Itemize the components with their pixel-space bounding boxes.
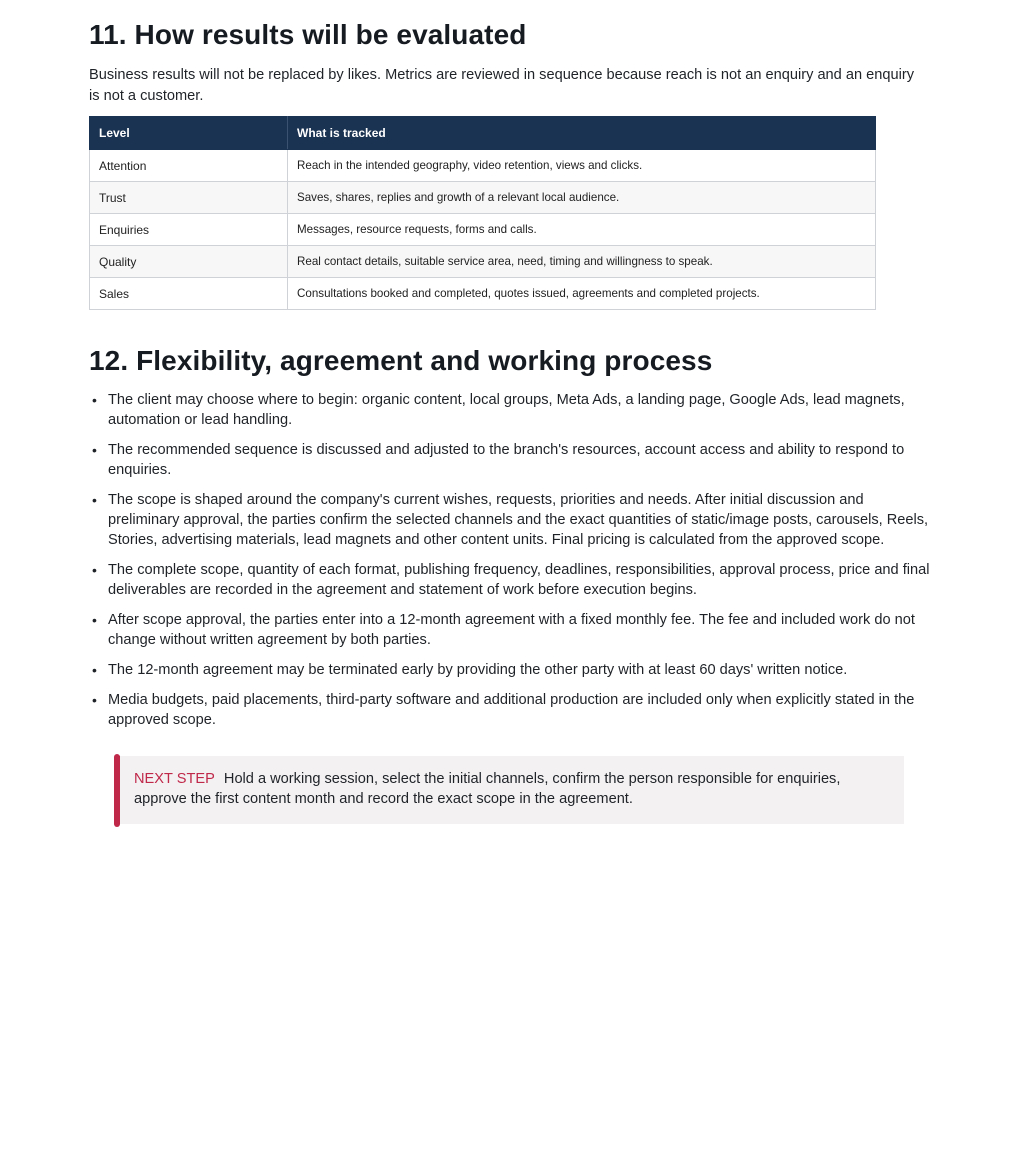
- table-cell-tracked: Messages, resource requests, forms and calls.: [288, 214, 876, 246]
- table-cell-level: Attention: [90, 150, 288, 182]
- table-cell-level: Quality: [90, 246, 288, 278]
- list-item-text: After scope approval, the parties enter into a 12-month agreement with a fixed monthly fee. The fee and included work do not change without written agreement by both parties.: [108, 612, 915, 648]
- bullet-icon: •: [92, 562, 97, 578]
- bullet-icon: •: [92, 442, 97, 458]
- metrics-table: [89, 116, 876, 310]
- bullet-icon: •: [92, 612, 97, 628]
- bullet-icon: •: [92, 392, 97, 408]
- process-bullet-list: [89, 390, 934, 740]
- next-step-callout: [114, 756, 904, 824]
- table-cell-tracked: Saves, shares, replies and growth of a relevant local audience.: [288, 182, 876, 214]
- section-11-intro: Business results will not be replaced by likes. Metrics are reviewed in sequence because reach is not an enquiry and an enquiry is not a customer.: [89, 67, 914, 104]
- table-cell-tracked: Consultations booked and completed, quotes issued, agreements and completed projects.: [288, 278, 876, 310]
- table-cell-tracked: Reach in the intended geography, video retention, views and clicks.: [288, 150, 876, 182]
- table-row: [90, 246, 876, 278]
- table-header-tracked: What is tracked: [288, 117, 876, 150]
- section-12-heading: 12. Flexibility, agreement and working process: [89, 345, 713, 376]
- list-item: [89, 610, 934, 650]
- table-row: [90, 214, 876, 246]
- table-cell-level: Trust: [90, 182, 288, 214]
- table-row: [90, 278, 876, 310]
- table-header-level: Level: [90, 117, 288, 150]
- table-row: [90, 150, 876, 182]
- table-cell-tracked: Real contact details, suitable service area, need, timing and willingness to speak.: [288, 246, 876, 278]
- section-11-heading: 11. How results will be evaluated: [89, 19, 527, 50]
- table-cell-level: Enquiries: [90, 214, 288, 246]
- list-item: [89, 390, 934, 430]
- table-row: [90, 182, 876, 214]
- list-item-text: The complete scope, quantity of each format, publishing frequency, deadlines, responsibilities, approval process, price and final deliverables are recorded in the agreement and statement of work before execution begins.: [108, 562, 930, 598]
- list-item-text: The 12-month agreement may be terminated early by providing the other party with at least 60 days' written notice.: [108, 662, 848, 678]
- list-item: [89, 440, 934, 480]
- list-item-text: The scope is shaped around the company's current wishes, requests, priorities and needs. After initial discussion and preliminary approval, the parties confirm the selected channels and the exact quantities of static/image posts, carousels, Reels, Stories, advertising materials, lead magnets and other content units. Final pricing is calculated from the approved scope.: [108, 492, 929, 548]
- list-item-text: The recommended sequence is discussed and adjusted to the branch's resources, account access and ability to respond to enquiries.: [108, 442, 905, 478]
- callout-text: Hold a working session, select the initial channels, confirm the person responsible for enquiries, approve the first content month and record the exact scope in the agreement.: [134, 771, 841, 807]
- list-item: [89, 660, 934, 680]
- bullet-icon: •: [92, 492, 97, 508]
- list-item: [89, 490, 934, 550]
- list-item: [89, 560, 934, 600]
- bullet-icon: •: [92, 662, 97, 678]
- table-header-row: [90, 117, 876, 150]
- callout-label: NEXT STEP: [134, 771, 215, 787]
- table-cell-level: Sales: [90, 278, 288, 310]
- bullet-icon: •: [92, 692, 97, 708]
- list-item-text: Media budgets, paid placements, third-party software and additional production are included only when explicitly stated in the approved scope.: [108, 692, 915, 728]
- list-item-text: The client may choose where to begin: organic content, local groups, Meta Ads, a landing page, Google Ads, lead magnets, automation or lead handling.: [108, 392, 905, 428]
- list-item: [89, 690, 934, 730]
